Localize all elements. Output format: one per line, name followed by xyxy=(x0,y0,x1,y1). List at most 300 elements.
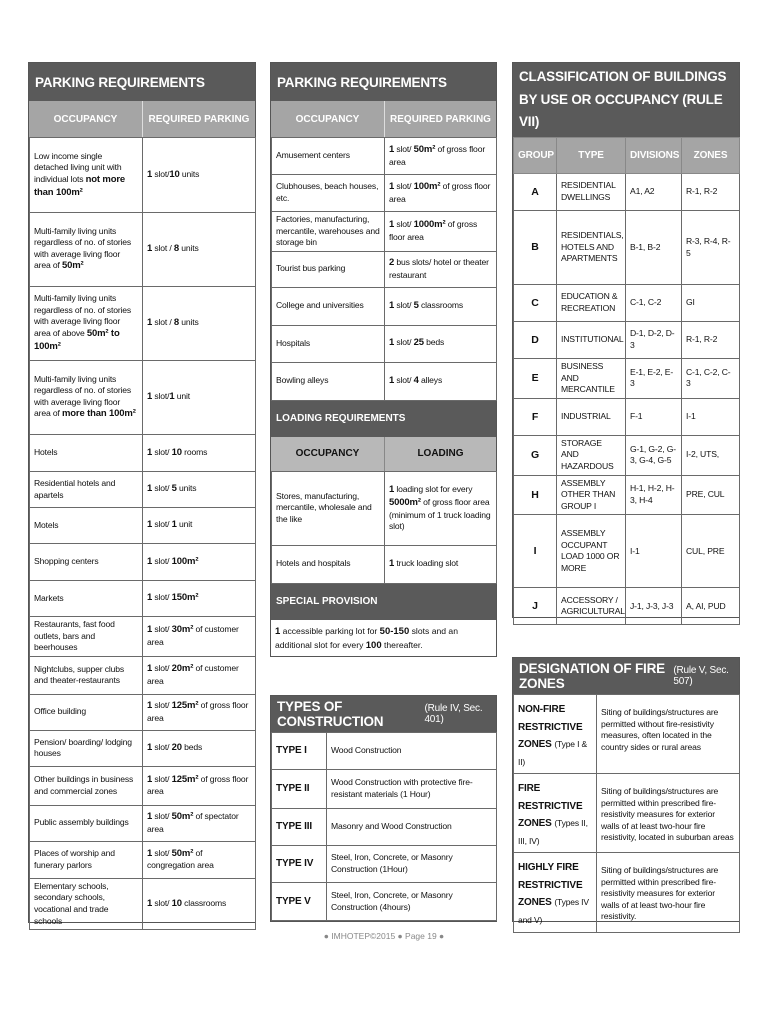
slot-unit: rooms xyxy=(181,446,208,457)
divisions: G-1, G-2, G-3, G-4, G-5 xyxy=(630,443,676,466)
table-row xyxy=(272,362,497,400)
parking-table-2 xyxy=(271,137,497,401)
type-cell xyxy=(272,846,327,883)
slot-text: slot/ xyxy=(394,180,414,191)
required-parking-cell xyxy=(143,435,256,472)
slot-text: bus slots/ hotel or theater restaurant xyxy=(389,257,489,280)
divisions-cell xyxy=(626,285,682,322)
occupancy-cell xyxy=(30,694,143,730)
header-required-parking: REQUIRED PARKING xyxy=(142,101,255,137)
slot-unit: units xyxy=(176,483,197,494)
zone-name-line-1: FIRE xyxy=(518,783,541,794)
table-row xyxy=(30,472,256,508)
construction-type: TYPE III xyxy=(276,821,313,833)
zones-cell xyxy=(682,398,740,435)
zone-note: (Types IV and V) xyxy=(518,897,589,925)
zone-name-line-3: ZONES xyxy=(518,739,552,750)
occupancy-text: Hospitals xyxy=(276,337,310,348)
required-parking-cell xyxy=(143,730,256,766)
occupancy-text: Stores, manufacturing, mercantile, wholesale and the like xyxy=(276,490,372,525)
type-cell xyxy=(557,359,626,399)
type-cell xyxy=(272,770,327,809)
slot-count: 1 xyxy=(147,168,153,180)
group-letter: D xyxy=(531,333,539,346)
header-loading: LOADING xyxy=(384,437,496,471)
type-cell xyxy=(557,285,626,322)
zones-cell xyxy=(682,211,740,285)
zones: A, AI, PUD xyxy=(686,600,726,611)
slot-unit: classrooms xyxy=(418,299,463,310)
table-row xyxy=(514,322,740,359)
table-row xyxy=(30,581,256,617)
occupancy-text: Public assembly buildings xyxy=(34,817,129,828)
zones: GI xyxy=(686,297,695,308)
slot-count: 1 xyxy=(389,483,395,495)
occupancy-text: Places of worship and funerary parlors xyxy=(34,848,115,870)
occupancy-cell xyxy=(30,213,143,287)
group-letter: J xyxy=(532,600,538,613)
occupancy-text: Low income single detached living unit with individual lots xyxy=(34,150,122,184)
table-row xyxy=(30,694,256,730)
slot-text: slot/ xyxy=(394,143,414,154)
slot-text: slot/ xyxy=(152,663,172,674)
required-parking-cell xyxy=(385,212,497,252)
slot-unit: of customer area xyxy=(147,663,239,686)
construction-type: TYPE IV xyxy=(276,858,314,870)
construction-description: Masonry and Wood Construction xyxy=(331,821,452,832)
group-cell xyxy=(514,435,557,475)
slot-basis: 50m² xyxy=(413,143,436,155)
loading-table xyxy=(271,471,497,584)
slot-count: 1 xyxy=(147,555,153,567)
slot-basis: 8 xyxy=(173,243,180,255)
slot-unit: of gross floor area xyxy=(389,180,491,204)
zones: I-1 xyxy=(686,410,696,421)
table-row xyxy=(514,515,740,588)
slot-unit: of gross floor area xyxy=(389,143,486,167)
panel-title: CLASSIFICATION OF BUILDINGS BY USE OR OCCUPANCY (RULE VII) xyxy=(513,63,739,137)
type-cell xyxy=(272,883,327,921)
zone-note: (Types II, III, IV) xyxy=(518,818,588,846)
occupancy-type: ASSEMBLY OCCUPANT LOAD 1000 OR MORE xyxy=(561,528,620,573)
occupancy-text: Office building xyxy=(34,706,87,717)
slot-text: slot/ xyxy=(152,592,172,603)
construction-type: TYPE V xyxy=(276,895,311,907)
divisions-cell xyxy=(626,588,682,625)
group-cell xyxy=(514,359,557,399)
table-row xyxy=(30,508,256,544)
table-row xyxy=(272,883,497,921)
fire-zones-panel xyxy=(512,657,740,925)
slot-count: 1 xyxy=(147,243,153,255)
occupancy-text: Clubhouses, beach houses, etc. xyxy=(276,181,379,203)
divisions: E-1, E-2, E-3 xyxy=(630,366,674,389)
zones: C-1, C-2, C-3 xyxy=(686,366,731,389)
table-row xyxy=(514,475,740,515)
occupancy-text: College and universities xyxy=(276,300,364,311)
occupancy-cell xyxy=(30,766,143,805)
slot-text: slot/ xyxy=(152,700,172,711)
slot-count: 1 xyxy=(389,219,395,231)
table-row xyxy=(272,545,497,583)
table-row xyxy=(272,809,497,846)
slot-basis: 8 xyxy=(173,317,180,329)
type-cell xyxy=(557,435,626,475)
table-row xyxy=(30,730,256,766)
occupancy-cell xyxy=(30,730,143,766)
header-type: TYPE xyxy=(557,138,626,174)
occupancy-text: Hotels and hospitals xyxy=(276,558,351,569)
zone-cell xyxy=(514,853,597,933)
table-row xyxy=(514,398,740,435)
zone-name-line-2: RESTRICTIVE xyxy=(518,879,583,891)
divisions: D-1, D-2, D-3 xyxy=(630,328,675,350)
slot-unit: unit xyxy=(174,391,191,402)
slot-basis: 4 xyxy=(413,374,419,386)
type-cell xyxy=(557,211,626,285)
required-parking-cell xyxy=(385,325,497,362)
header-occupancy: OCCUPANCY xyxy=(53,113,118,125)
occupancy-text: Shopping centers xyxy=(34,556,99,567)
loading-column-headers xyxy=(271,437,496,471)
required-parking-cell xyxy=(385,362,497,400)
slot-text: slot/ xyxy=(394,337,414,348)
slot-basis: 20 xyxy=(171,741,182,753)
slot-basis: 5 xyxy=(171,483,177,495)
occupancy-cell xyxy=(272,545,385,583)
panel-title: DESIGNATION OF FIRE ZONES (Rule V, Sec. 507) xyxy=(513,658,739,694)
table-row xyxy=(514,853,740,933)
loading-cell xyxy=(385,471,497,545)
zone-name-line-1: NON-FIRE xyxy=(518,704,566,715)
header-zones: ZONES xyxy=(682,138,740,174)
divisions: C-1, C-2 xyxy=(630,297,662,308)
occupancy-type: INSTITUTIONAL xyxy=(561,334,624,345)
occupancy-cell xyxy=(30,656,143,694)
occupancy-type: RESIDENTIALS, HOTELS AND APARTMENTS xyxy=(561,230,624,264)
slot-count: 1 xyxy=(147,519,153,531)
slot-text: slot/ xyxy=(152,624,172,635)
slot-text: slot / xyxy=(152,317,174,328)
slot-count: 1 xyxy=(147,663,153,675)
slot-count: 1 xyxy=(147,741,153,753)
slot-basis: 5 xyxy=(413,299,419,311)
required-parking-cell xyxy=(143,694,256,730)
occupancy-text: Other buildings in business and commercial zones xyxy=(34,774,134,796)
occupancy-cell xyxy=(30,435,143,472)
group-cell xyxy=(514,211,557,285)
slot-text: slot/ xyxy=(152,391,170,402)
occupancy-cell xyxy=(272,212,385,252)
slot-text: slot / xyxy=(152,243,174,254)
group-letter: G xyxy=(530,449,540,462)
description-cell xyxy=(327,733,497,770)
type-cell xyxy=(557,475,626,515)
occupancy-type: EDUCATION & RECREATION xyxy=(561,291,618,313)
slot-basis: 5000m² xyxy=(389,496,421,508)
type-cell xyxy=(557,515,626,588)
occupancy-type: INDUSTRIAL xyxy=(561,410,611,421)
slot-count: 1 xyxy=(147,624,153,636)
slot-count: 2 xyxy=(389,257,395,269)
zones-cell xyxy=(682,588,740,625)
group-letter: B xyxy=(531,241,539,254)
divisions: F-1 xyxy=(630,410,643,421)
zones: R-1, R-2 xyxy=(686,186,718,197)
zone-note: (Type I & II) xyxy=(518,739,588,767)
slot-text: slot/ xyxy=(394,219,414,230)
construction-description: Wood Construction with protective fire-resistant materials (1 Hour) xyxy=(331,777,473,799)
occupancy-cell xyxy=(30,544,143,581)
zones-cell xyxy=(682,285,740,322)
description-cell xyxy=(327,883,497,921)
occupancy-text: Motels xyxy=(34,519,59,530)
group-cell xyxy=(514,475,557,515)
slot-text: slot/ xyxy=(152,741,172,752)
table-row xyxy=(30,656,256,694)
zones-cell xyxy=(682,359,740,399)
type-cell xyxy=(557,398,626,435)
occupancy-cell xyxy=(30,472,143,508)
occupancy-cell xyxy=(272,251,385,287)
description-cell xyxy=(327,846,497,883)
group-cell xyxy=(514,588,557,625)
slot-unit: units xyxy=(179,317,199,328)
occupancy-cell xyxy=(30,617,143,657)
occupancy-cell xyxy=(30,138,143,213)
group-cell xyxy=(514,515,557,588)
header-occupancy: OCCUPANCY xyxy=(295,448,360,460)
required-parking-cell xyxy=(385,138,497,175)
table-row xyxy=(514,435,740,475)
required-parking-cell xyxy=(143,508,256,544)
slot-unit: beds xyxy=(423,337,445,348)
classification-table xyxy=(513,137,740,625)
required-parking-cell xyxy=(385,251,497,287)
slot-count: 1 xyxy=(389,374,395,386)
panel-title: PARKING REQUIREMENTS xyxy=(29,63,255,101)
group-letter: I xyxy=(533,545,537,558)
parking-requirements-panel-2 xyxy=(270,62,497,657)
slot-count: 1 xyxy=(147,391,153,403)
panel-title: TYPES OF CONSTRUCTION (Rule IV, Sec. 401) xyxy=(271,696,496,732)
slot-text: slot/ xyxy=(152,811,172,822)
table-row xyxy=(30,766,256,805)
slot-count: 1 xyxy=(147,317,153,329)
slot-count: 1 xyxy=(147,700,153,712)
classification-panel xyxy=(512,62,740,618)
slot-count: 1 xyxy=(147,847,153,859)
slot-count: 1 xyxy=(389,337,395,349)
header-occupancy: OCCUPANCY xyxy=(295,113,360,125)
zones-cell xyxy=(682,475,740,515)
slot-unit: of gross floor area (minimum of 1 truck loading slot) xyxy=(389,496,491,532)
slot-basis: 20m² xyxy=(171,663,194,675)
table-row xyxy=(30,878,256,929)
slot-count: 1 xyxy=(389,143,395,155)
table-row xyxy=(30,617,256,657)
slot-basis: 1 xyxy=(171,519,177,531)
zone-name-line-3: ZONES xyxy=(518,818,552,829)
slot-basis: 1000m² xyxy=(413,219,446,231)
zone-name-line-2: RESTRICTIVE xyxy=(518,800,583,812)
occupancy-cell xyxy=(272,175,385,212)
slot-unit: alleys xyxy=(418,374,443,385)
divisions-cell xyxy=(626,211,682,285)
required-parking-cell xyxy=(385,175,497,212)
zone-description-cell xyxy=(597,774,740,853)
table-row xyxy=(272,251,497,287)
slot-basis: 125m² xyxy=(171,700,199,712)
required-parking-cell xyxy=(143,617,256,657)
slot-basis: 30m² xyxy=(171,624,194,636)
zone-name-line-2: RESTRICTIVE xyxy=(518,721,583,733)
slot-text: slot/ xyxy=(152,847,172,858)
zone-name-line-3: ZONES xyxy=(518,897,552,908)
slot-unit: units xyxy=(179,168,200,179)
divisions-cell xyxy=(626,515,682,588)
zone-cell xyxy=(514,774,597,853)
occupancy-cell xyxy=(272,362,385,400)
occupancy-type: ACCESSORY / AGRICULTURAL xyxy=(561,594,625,617)
table-row xyxy=(30,841,256,878)
group-letter: E xyxy=(531,372,539,385)
slot-count: 1 xyxy=(147,811,153,823)
construction-description: Steel, Iron, Concrete, or Masonry Construction (1Hour) xyxy=(331,852,453,874)
slot-text: slot/ xyxy=(394,374,414,385)
table-row xyxy=(514,174,740,211)
slot-text: truck loading slot xyxy=(394,557,459,568)
occupancy-text: Multi-family living units regardless of no. of stories with average living floor area of xyxy=(34,225,132,271)
slot-unit: beds xyxy=(181,741,203,752)
table-row xyxy=(272,846,497,883)
table-row xyxy=(272,733,497,770)
required-parking-cell xyxy=(385,287,497,325)
construction-description: Wood Construction xyxy=(331,745,402,756)
construction-type: TYPE II xyxy=(276,783,310,795)
divisions: I-1 xyxy=(630,545,640,556)
zones: R-1, R-2 xyxy=(686,334,718,345)
required-parking-cell xyxy=(143,361,256,435)
header-required-parking: REQUIRED PARKING xyxy=(384,101,496,137)
slot-count: 1 xyxy=(389,180,395,192)
column-headers xyxy=(271,101,496,137)
slot-count: 1 xyxy=(147,773,153,785)
construction-table xyxy=(271,732,497,921)
zone-name-line-1: HIGHLY FIRE xyxy=(518,862,579,873)
occupancy-cell xyxy=(30,805,143,841)
occupancy-emphasis: 50m² xyxy=(61,260,84,272)
slot-count: 1 xyxy=(147,446,153,458)
occupancy-type: BUSINESS AND MERCANTILE xyxy=(561,361,615,395)
header-divisions: DIVISIONS xyxy=(626,138,682,174)
occupancy-text: Multi-family living units regardless of no. of stories with average living floor area of above xyxy=(34,293,132,339)
type-cell xyxy=(272,733,327,770)
group-cell xyxy=(514,174,557,211)
occupancy-cell xyxy=(30,508,143,544)
occupancy-type: STORAGE AND HAZARDOUS xyxy=(561,437,614,471)
zones-cell xyxy=(682,322,740,359)
occupancy-text: Markets xyxy=(34,592,64,603)
required-parking-cell xyxy=(143,581,256,617)
type-cell xyxy=(557,322,626,359)
required-parking-cell xyxy=(143,805,256,841)
slot-unit: of gross floor area xyxy=(147,700,249,723)
occupancy-text: Nightclubs, supper clubs and theater-restaurants xyxy=(34,663,125,686)
zone-description-cell xyxy=(597,695,740,774)
divisions: B-1, B-2 xyxy=(630,241,661,252)
occupancy-emphasis: not more than 100m² xyxy=(34,173,126,198)
occupancy-type: ASSEMBLY OTHER THAN GROUP I xyxy=(561,477,616,511)
slot-basis: 10 xyxy=(171,897,182,909)
slot-text: slot/ xyxy=(152,897,172,908)
table-row xyxy=(514,285,740,322)
zone-description: Siting of buildings/structures are permitted within prescribed fire-resistivity measures for exterior walls of at least two-hour fire resistivity, located in suburban areas xyxy=(601,786,734,843)
required-parking-cell xyxy=(143,287,256,361)
occupancy-text: Restaurants, fast food outlets, bars and beerhouses xyxy=(34,619,115,653)
table-row xyxy=(272,325,497,362)
slot-basis: 25 xyxy=(413,337,424,349)
occupancy-cell xyxy=(272,287,385,325)
zones-cell xyxy=(682,435,740,475)
occupancy-cell xyxy=(272,471,385,545)
occupancy-cell xyxy=(30,878,143,929)
divisions: A1, A2 xyxy=(630,186,655,197)
slot-basis: 1 xyxy=(169,391,175,403)
required-parking-cell xyxy=(143,472,256,508)
occupancy-text: Factories, manufacturing, mercantile, warehouses and storage bin xyxy=(276,214,380,248)
slot-count: 1 xyxy=(147,592,153,604)
required-parking-cell xyxy=(143,213,256,287)
group-letter: H xyxy=(531,488,539,501)
occupancy-cell xyxy=(30,581,143,617)
special-provision-title: SPECIAL PROVISION xyxy=(271,584,496,620)
table-row xyxy=(514,774,740,853)
table-row xyxy=(272,212,497,252)
group-letter: A xyxy=(531,185,539,198)
slot-unit: of customer area xyxy=(147,624,239,647)
slot-count: 1 xyxy=(389,299,395,311)
divisions-cell xyxy=(626,475,682,515)
occupancy-text: Elementary schools, secondary schools, vocational and trade schools xyxy=(34,880,109,926)
type-cell xyxy=(557,174,626,211)
table-row xyxy=(514,588,740,625)
occupancy-cell xyxy=(30,361,143,435)
occupancy-emphasis: more than 100m² xyxy=(61,408,136,420)
construction-description: Steel, Iron, Concrete, or Masonry Construction (4hours) xyxy=(331,889,453,912)
table-row xyxy=(30,287,256,361)
zones: CUL, PRE xyxy=(686,545,725,556)
slot-text: slot/ xyxy=(152,483,172,494)
slot-unit: of gross floor area xyxy=(389,219,478,242)
parking-table-1 xyxy=(29,137,256,930)
table-row xyxy=(514,695,740,774)
table-row xyxy=(30,361,256,435)
construction-type: TYPE I xyxy=(276,745,307,757)
slot-text: slot/ xyxy=(152,168,170,179)
zones-cell xyxy=(682,174,740,211)
occupancy-cell xyxy=(272,325,385,362)
occupancy-type: RESIDENTIAL DWELLINGS xyxy=(561,180,616,202)
table-row xyxy=(30,544,256,581)
slot-basis: 150m² xyxy=(171,592,199,604)
slot-count: 1 xyxy=(147,897,153,909)
fire-zones-table xyxy=(513,694,740,933)
group-cell xyxy=(514,285,557,322)
slot-unit: of gross floor area xyxy=(147,773,249,797)
table-row xyxy=(30,138,256,213)
slot-basis: 125m² xyxy=(171,773,199,785)
